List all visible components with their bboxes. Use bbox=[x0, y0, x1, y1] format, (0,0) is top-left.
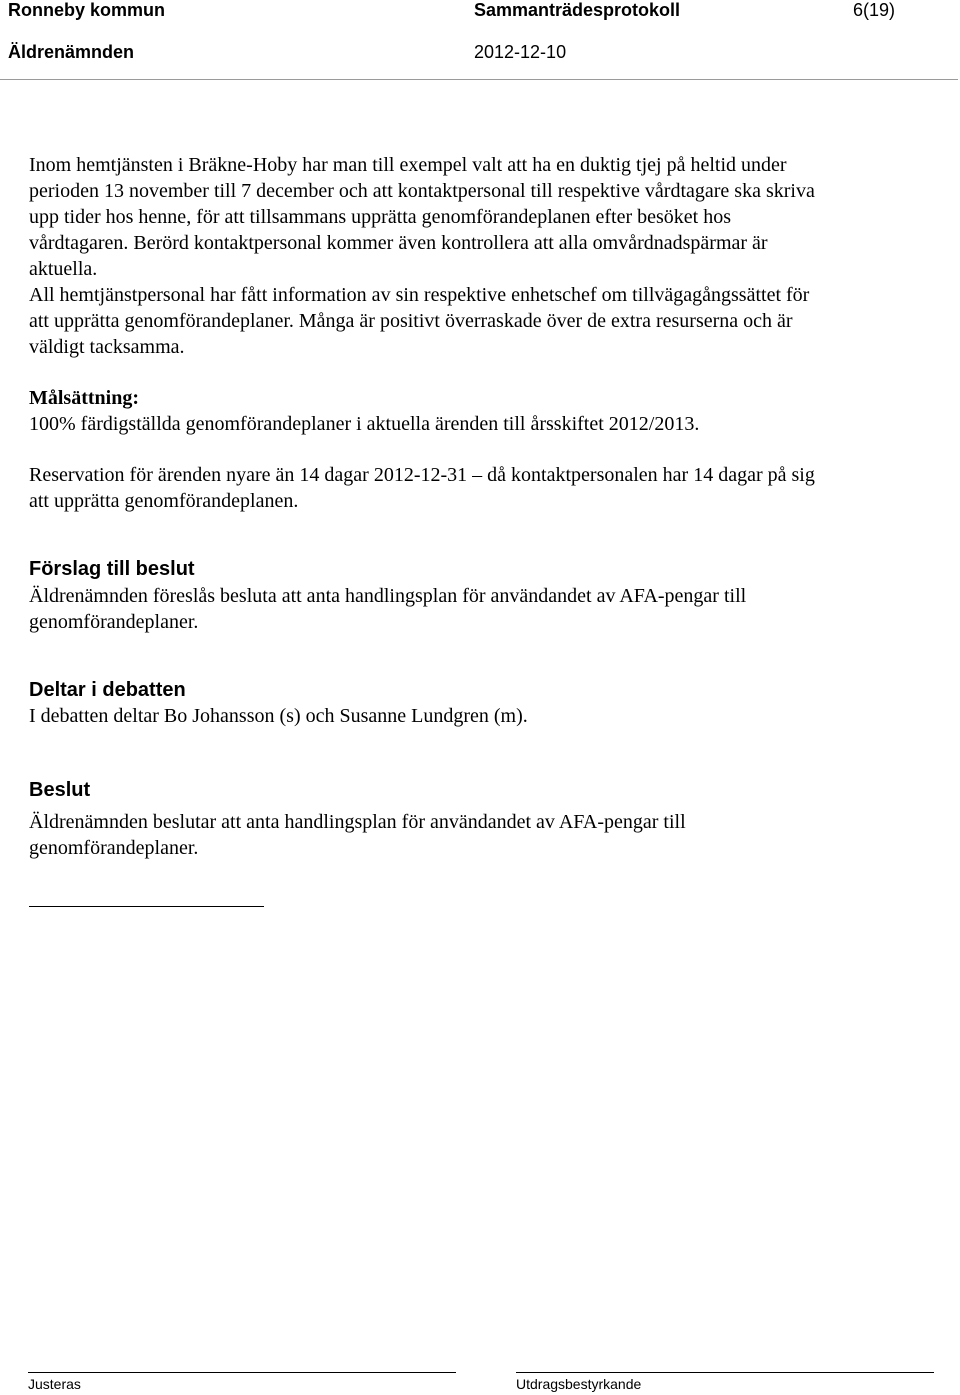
meeting-date: 2012-12-10 bbox=[474, 42, 567, 62]
goal-text: 100% färdigställda genomförandeplaner i aktuella ärenden till årsskiftet 2012/2013. bbox=[29, 413, 700, 435]
paragraph-1-line: aktuella. bbox=[29, 258, 98, 280]
committee-name: Äldrenämnden bbox=[8, 42, 135, 62]
proposal-heading: Förslag till beslut bbox=[29, 558, 195, 580]
debate-heading: Deltar i debatten bbox=[29, 679, 186, 701]
paragraph-2-line: All hemtjänstpersonal har fått information av sin respektive enhetschef om tillvägagångssättet för bbox=[29, 284, 810, 306]
decision-text-line: genomförandeplaner. bbox=[29, 837, 199, 859]
decision-text-line: Äldrenämnden beslutar att anta handlingsplan för användandet av AFA-pengar till bbox=[29, 811, 686, 833]
paragraph-1-line: Inom hemtjänsten i Bräkne-Hoby har man till exempel valt att ha en duktig tjej på heltid under bbox=[29, 154, 787, 176]
paragraph-1-line: upp tider hos henne, för att tillsammans upprätta genomförandeplanen efter besöket hos bbox=[29, 206, 732, 228]
decision-heading: Beslut bbox=[29, 779, 91, 801]
paragraph-2-line: väldigt tacksamma. bbox=[29, 336, 185, 358]
footer-right-rule bbox=[516, 1372, 934, 1373]
footer-left-rule bbox=[28, 1372, 456, 1373]
proposal-text-line: Äldrenämnden föreslås besluta att anta handlingsplan för användandet av AFA-pengar till bbox=[29, 585, 747, 607]
paragraph-2-line: att upprätta genomförandeplaner. Många är positivt överraskade över de extra resurserna och är bbox=[29, 310, 793, 332]
reservation-line: att upprätta genomförandeplanen. bbox=[29, 490, 299, 512]
page-number: 6(19) bbox=[853, 0, 896, 20]
municipality-name: Ronneby kommun bbox=[8, 0, 166, 20]
footer-extract-certification-label: Utdragsbestyrkande bbox=[516, 1376, 642, 1392]
debate-text: I debatten deltar Bo Johansson (s) och Susanne Lundgren (m). bbox=[29, 705, 528, 727]
proposal-text-line: genomförandeplaner. bbox=[29, 611, 199, 633]
footer-justeras-label: Justeras bbox=[28, 1376, 81, 1392]
reservation-line: Reservation för ärenden nyare än 14 dagar 2012-12-31 – då kontaktpersonalen har 14 dagar på sig bbox=[29, 464, 815, 486]
header-divider bbox=[0, 79, 958, 80]
paragraph-1-line: perioden 13 november till 7 december och att kontaktpersonal till respektive vårdtagare ska skriva bbox=[29, 180, 815, 202]
end-of-section-line bbox=[29, 906, 264, 907]
goal-heading: Målsättning: bbox=[29, 387, 139, 409]
document-type: Sammanträdesprotokoll bbox=[474, 0, 681, 20]
paragraph-1-line: vårdtagaren. Berörd kontaktpersonal kommer även kontrollera att alla omvårdnadspärmar är bbox=[29, 232, 768, 254]
